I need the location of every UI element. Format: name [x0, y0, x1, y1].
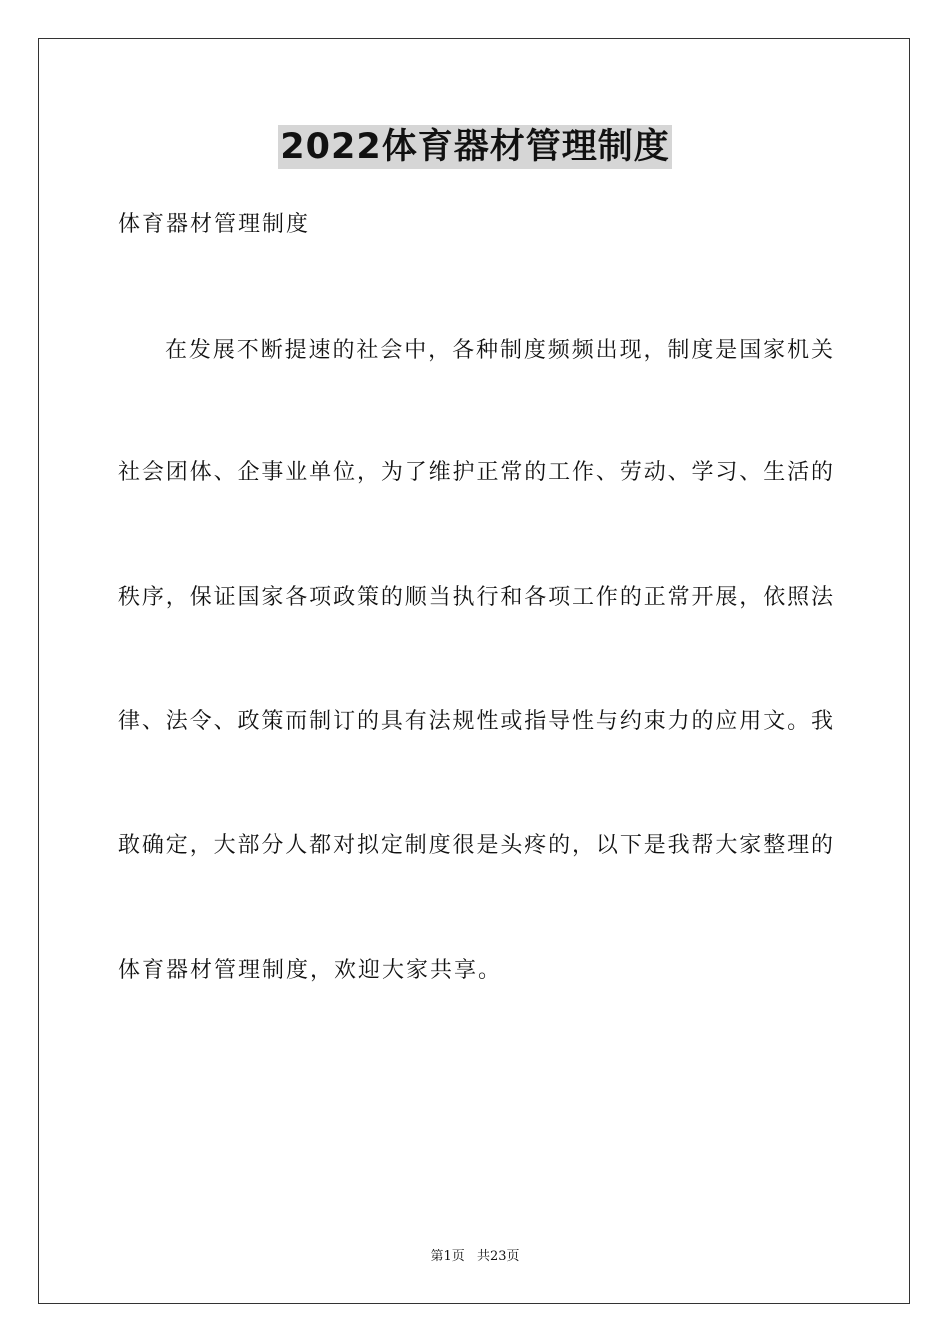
paragraph-line-5: 敢确定，大部分人都对拟定制度很是头疼的，以下是我帮大家整理的 — [118, 833, 833, 858]
paragraph-line-1: 在发展不断提速的社会中，各种制度频频出现，制度是国家机关 — [165, 338, 833, 363]
page-total: 共23页 — [476, 1249, 520, 1264]
paragraph-line-6: 体育器材管理制度，欢迎大家共享。 — [118, 958, 503, 983]
paragraph-line-2: 社会团体、企事业单位，为了维护正常的工作、劳动、学习、生活的 — [118, 460, 833, 485]
paragraph-line-3: 秩序，保证国家各项政策的顺当执行和各项工作的正常开展，依照法 — [118, 585, 833, 610]
page-footer — [0, 1248, 950, 1266]
page-number: 第1页 — [430, 1249, 465, 1264]
paragraph-line-4: 律、法令、政策而制订的具有法规性或指导性与约束力的应用文。我 — [118, 709, 833, 734]
document-subtitle: 体育器材管理制度 — [118, 212, 311, 237]
title-container — [0, 125, 950, 169]
document-title: 2022体育器材管理制度 — [280, 127, 670, 167]
